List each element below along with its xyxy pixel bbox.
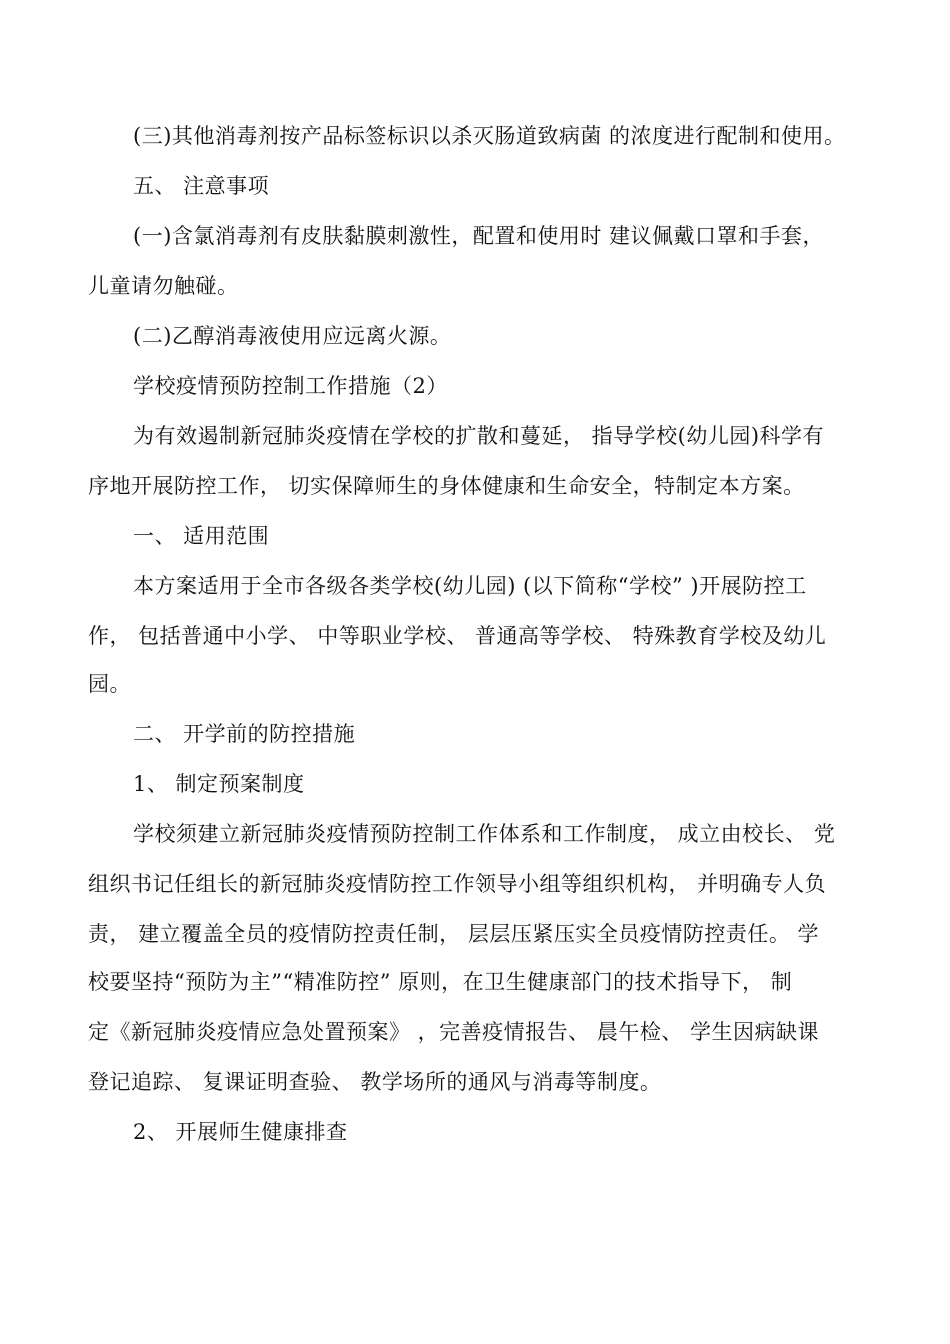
text-line: 登记追踪、 复课证明查验、 教学场所的通风与消毒等制度。	[88, 1070, 662, 1094]
text-line: 为有效遏制新冠肺炎疫情在学校的扩散和蔓延， 指导学校(幼儿园)科学有	[133, 424, 825, 448]
section-heading: 一、 适用范围	[133, 524, 270, 548]
text-line: 园。	[88, 672, 131, 696]
text-line: 组织书记任组长的新冠肺炎疫情防控工作领导小组等组织机构， 并明确专人负	[88, 872, 827, 896]
text-line: 作， 包括普通中小学、 中等职业学校、 普通高等学校、 特殊教育学校及幼儿	[88, 624, 827, 648]
text-line: 本方案适用于全市各级各类学校(幼儿园) (以下简称“学校” )开展防控工	[133, 574, 807, 598]
text-line: (一)含氯消毒剂有皮肤黏膜刺激性，配置和使用时 建议佩戴口罩和手套，	[133, 224, 825, 248]
text-line: 校要坚持“预防为主”“精准防控” 原则，在卫生健康部门的技术指导下， 制	[88, 970, 793, 994]
text-line: (三)其他消毒剂按产品标签标识以杀灭肠道致病菌 的浓度进行配制和使用。	[133, 124, 846, 148]
text-line: 儿童请勿触碰。	[88, 274, 239, 298]
section-heading: 二、 开学前的防控措施	[133, 722, 356, 746]
document-title: 学校疫情预防控制工作措施（2）	[133, 374, 448, 398]
subsection-heading: 1、 制定预案制度	[133, 772, 305, 796]
section-heading: 五、 注意事项	[133, 174, 270, 198]
text-line: 学校须建立新冠肺炎疫情预防控制工作体系和工作制度， 成立由校长、 党	[133, 822, 836, 846]
text-line: 序地开展防控工作， 切实保障师生的身体健康和生命安全，特制定本方案。	[88, 474, 805, 498]
text-line: 责， 建立覆盖全员的疫情防控责任制， 层层压紧压实全员疫情防控责任。 学	[88, 922, 820, 946]
subsection-heading: 2、 开展师生健康排查	[133, 1120, 348, 1144]
text-line: (二)乙醇消毒液使用应远离火源。	[133, 324, 452, 348]
text-line: 定《新冠肺炎疫情应急处置预案》 ，完善疫情报告、 晨午检、 学生因病缺课	[88, 1020, 820, 1044]
